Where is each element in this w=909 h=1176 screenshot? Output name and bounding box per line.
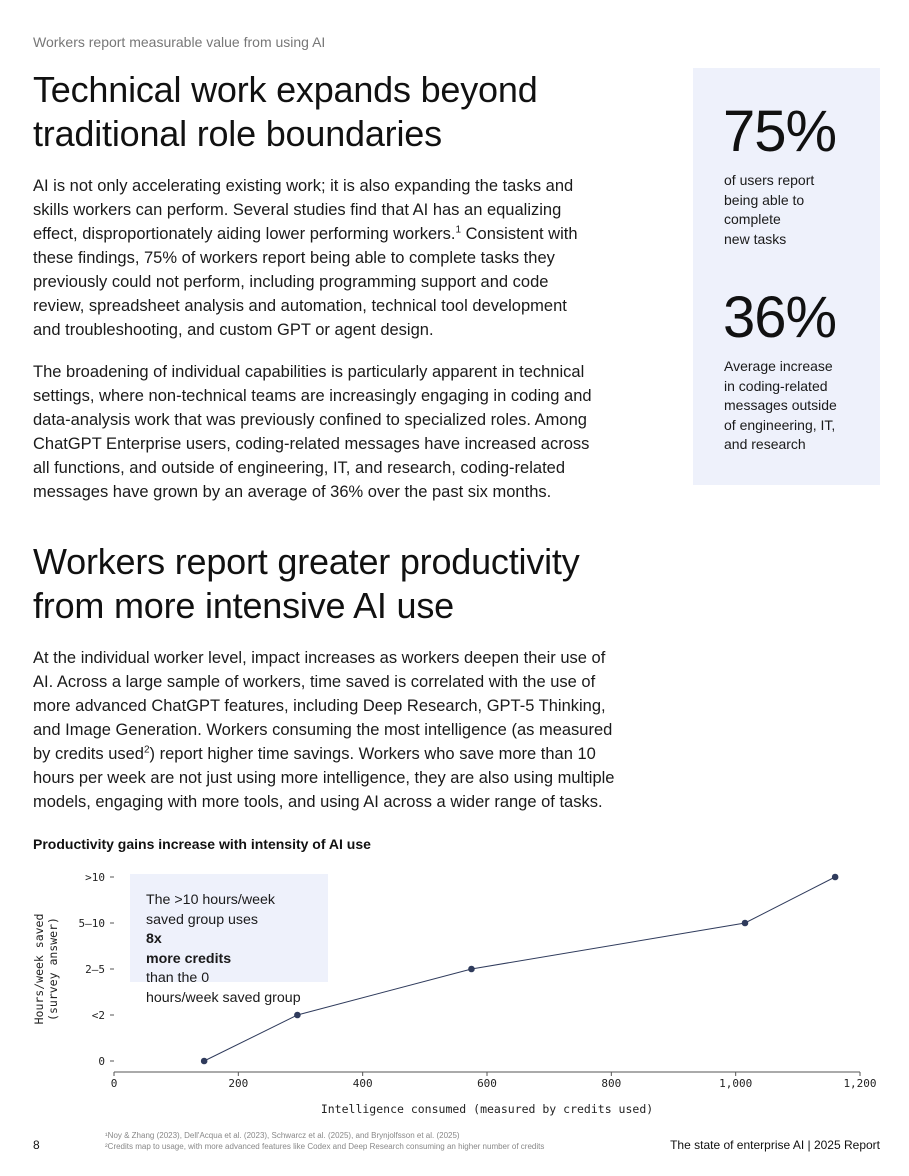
text-segment: by credits used: [33, 745, 144, 763]
text-segment: effect, disproportionately aiding lower performing workers.: [33, 225, 456, 243]
paragraph-technical-settings: [33, 360, 673, 504]
y-axis-label: (survey answer): [46, 917, 60, 1021]
text-line: and research: [724, 436, 806, 452]
x-tick-label: 0: [110, 1077, 118, 1090]
text-line: these findings, 75% of workers report being able to complete tasks they: [33, 249, 555, 267]
x-tick-label: 400: [352, 1077, 373, 1090]
section-title-productivity: [33, 540, 580, 628]
text-line: models, engaging with more tools, and using AI across a wider range of tasks.: [33, 793, 603, 811]
text-line: AI. Across a large sample of workers, time saved is correlated with the use of: [33, 673, 596, 691]
text-line: ChatGPT Enterprise users, coding-related messages have increased across: [33, 435, 590, 453]
section-title-technical-work: [33, 68, 538, 156]
text-line: The >10 hours/week: [146, 892, 275, 908]
title-line: Technical work expands beyond: [33, 69, 538, 110]
data-point: [201, 1058, 208, 1065]
stat-value-new-tasks: 75%: [723, 99, 837, 164]
text-line: The broadening of individual capabilities is particularly apparent in technical: [33, 363, 585, 381]
y-tick-label: 2—5: [85, 963, 105, 976]
text-line: [146, 950, 301, 989]
x-tick-label: 1,000: [719, 1077, 753, 1090]
data-point: [742, 920, 749, 927]
y-tick-label: <2: [91, 1009, 105, 1022]
text-line: [33, 742, 673, 766]
text-line: new tasks: [724, 230, 787, 247]
y-tick-label: 5—10: [78, 917, 105, 930]
text-line: hours per week are not just using more intelligence, they are also using multiple: [33, 769, 615, 787]
chart-callout: [130, 874, 328, 1006]
stat-value-coding-increase: 36%: [723, 285, 837, 350]
text-line: all functions, and outside of engineering, IT, and research, coding-related: [33, 459, 566, 477]
footnote: ¹Noy & Zhang (2023), Dell'Acqua et al. (2023), Schwarcz et al. (2025), and Brynjolfsson et al. (2025): [105, 1131, 460, 1140]
section-kicker: Workers report measurable value from using AI: [33, 34, 326, 50]
report-title: The state of enterprise AI | 2025 Report: [670, 1138, 880, 1152]
y-tick-label: 0: [98, 1055, 105, 1068]
text-line: complete: [724, 211, 781, 227]
footnotes: [105, 1130, 544, 1152]
title-line: from more intensive AI use: [33, 585, 454, 626]
text-line: skills workers can perform. Several studies find that AI has an equalizing: [33, 201, 562, 219]
y-tick-label: >10: [85, 871, 105, 884]
y-axis-label: Hours/week saved: [32, 913, 46, 1025]
text-line: more advanced ChatGPT features, including Deep Research, GPT-5 Thinking,: [33, 697, 606, 715]
text-line: [33, 222, 673, 246]
text-line: and troubleshooting, and custom GPT or agent design.: [33, 321, 434, 339]
x-tick-label: 1,200: [843, 1077, 877, 1090]
text-line: in coding-related: [724, 377, 828, 394]
text-segment: ) report higher time savings. Workers who save more than 10: [149, 745, 596, 763]
data-point: [468, 966, 475, 973]
text-line: previously could not perform, including programming support and code: [33, 273, 549, 291]
text-line: Average increase: [724, 358, 833, 374]
data-point: [294, 1012, 301, 1019]
text-line: [146, 911, 301, 950]
emphasis: 8x: [146, 931, 162, 947]
emphasis: more credits: [146, 950, 232, 967]
text-line: settings, where non-technical teams are increasingly engaging in coding and: [33, 387, 592, 405]
footnote-ref: 2: [143, 744, 150, 756]
stats-sidebar: [693, 68, 880, 485]
text-segment: saved group uses: [146, 911, 258, 928]
text-segment: than the 0: [146, 970, 210, 986]
footnote: ²Credits map to usage, with more advanced features like Codex and Deep Research consuming an higher number of credits: [105, 1142, 545, 1151]
text-line: data-analysis work that was previously confined to specialized roles. Among: [33, 411, 587, 429]
text-line: At the individual worker level, impact increases as workers deepen their use of: [33, 649, 606, 667]
x-tick-label: 600: [477, 1077, 497, 1090]
chart-title: Productivity gains increase with intensity of AI use: [33, 836, 371, 852]
text-line: being able to: [724, 191, 805, 208]
stat-description-new-tasks: [724, 171, 814, 249]
text-line: of users report: [724, 172, 815, 188]
paragraph-expanding-tasks: [33, 174, 673, 342]
x-axis-label: Intelligence consumed (measured by credits used): [320, 1102, 654, 1116]
paragraph-individual-impact: [33, 646, 673, 814]
page-number: 8: [33, 1138, 40, 1152]
data-point: [832, 874, 839, 881]
footnote-ref: 1: [455, 224, 462, 236]
stat-description-coding-increase: [724, 357, 837, 455]
text-line: review, spreadsheet analysis and automation, technical tool development: [33, 297, 567, 315]
text-line: messages outside: [724, 397, 837, 413]
title-line: Workers report greater productivity: [33, 541, 580, 582]
text-line: and Image Generation. Workers consuming the most intelligence (as measured: [33, 721, 613, 739]
text-line: AI is not only accelerating existing work; it is also expanding the tasks and: [33, 177, 574, 195]
x-tick-label: 800: [601, 1077, 622, 1090]
text-line: hours/week saved group: [146, 989, 301, 1006]
text-line: messages have grown by an average of 36% over the past six months.: [33, 483, 552, 501]
text-segment: Consistent with: [461, 225, 578, 243]
title-line: traditional role boundaries: [33, 113, 442, 154]
text-line: of engineering, IT,: [724, 416, 836, 433]
x-tick-label: 200: [228, 1077, 249, 1090]
callout-text: [146, 891, 301, 1008]
